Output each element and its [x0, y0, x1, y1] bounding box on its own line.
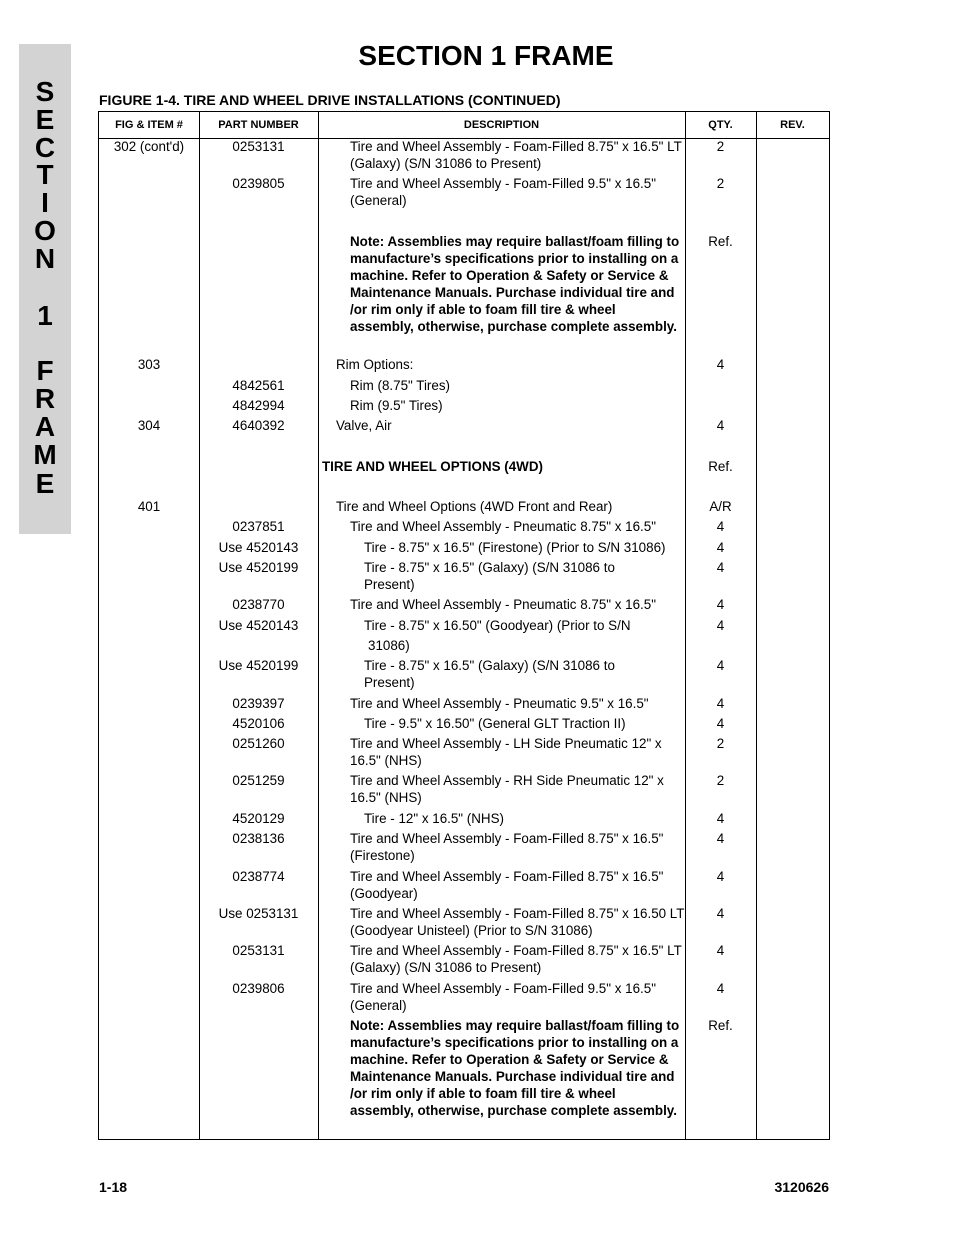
description-cell: Tire and Wheel Assembly - Foam-Filled 9.5" x 16.5" (General) [350, 176, 656, 208]
description-cell: Tire - 8.75" x 16.5" (Firestone) (Prior to S/N 31086) [364, 540, 666, 555]
description-cell: Tire and Wheel Assembly - Foam-Filled 8.75" x 16.5" LT (Galaxy) (S/N 31086 to Present) [350, 943, 682, 975]
note-cell: Note: Assemblies may require ballast/foam filling to manufacture’s specifications prior to installing on a machine. Refer to Operation & Safety or Service & Maintenance Manuals. Purchase individual tire and /or rim only if able to foam fill tire & wheel assembly, otherwise, purchase complete assembly. [350, 234, 680, 334]
qty-cell: 4 [716, 519, 725, 534]
description-cell: Rim Options: [336, 357, 414, 372]
part-number-cell: 0253131 [232, 139, 285, 154]
part-number-cell: 0237851 [232, 519, 285, 534]
qty-cell: 4 [716, 906, 725, 921]
document-number: 3120626 [774, 1179, 829, 1195]
qty-cell: 2 [716, 176, 725, 191]
part-number-cell: Use 4520143 [218, 540, 299, 555]
qty-cell: 4 [716, 981, 725, 996]
part-number-cell: 0238136 [232, 831, 285, 846]
description-cell: Tire and Wheel Assembly - LH Side Pneumatic 12" x 16.5" (NHS) [350, 736, 662, 768]
description-cell: Rim (8.75" Tires) [350, 378, 450, 393]
description-cell: Tire and Wheel Options (4WD Front and Rear) [336, 499, 613, 514]
page-title: SECTION 1 FRAME [358, 40, 614, 71]
side-tab-letter: M [33, 439, 57, 470]
description-cell: Tire and Wheel Assembly - Foam-Filled 8.75" x 16.50 LT (Goodyear Unisteel) (Prior to S/N 31086) [350, 906, 685, 938]
qty-cell: 4 [716, 696, 725, 711]
qty-cell: A/R [709, 499, 732, 514]
side-tab-letter: E [35, 104, 55, 135]
side-tab-letter: O [34, 215, 56, 246]
part-number-cell: Use 4520199 [218, 658, 299, 673]
description-cell: Tire and Wheel Assembly - Foam-Filled 8.75" x 16.5" (Firestone) [350, 831, 664, 863]
side-tab-letter: E [35, 468, 55, 499]
side-tab-letter: T [36, 159, 54, 190]
qty-cell: 4 [716, 540, 725, 555]
side-tab-letter: A [34, 411, 56, 442]
part-number-cell: 4842561 [232, 378, 285, 393]
description-cell: Tire - 8.75" x 16.5" (Galaxy) (S/N 31086 to Present) [364, 560, 615, 592]
description-cell: Tire and Wheel Assembly - Pneumatic 8.75" x 16.5" [350, 519, 656, 534]
header-part-number: PART NUMBER [218, 119, 299, 131]
side-tab-letter: R [34, 383, 56, 414]
description-cell: Valve, Air [336, 418, 392, 433]
qty-cell: 4 [716, 943, 725, 958]
part-number-cell: 0238774 [232, 869, 285, 884]
qty-cell: 2 [716, 773, 725, 788]
fig-item-cell: 302 (cont'd) [113, 139, 185, 154]
part-number-cell: Use 4520199 [218, 560, 299, 575]
side-tab-letter: I [41, 187, 49, 218]
description-cell: Tire - 9.5" x 16.50" (General GLT Traction II) [364, 716, 626, 731]
qty-cell: 2 [716, 736, 725, 751]
description-cell: Tire and Wheel Assembly - RH Side Pneumatic 12" x 16.5" (NHS) [350, 773, 664, 805]
fig-item-cell: 304 [137, 418, 161, 433]
section-heading-cell: TIRE AND WHEEL OPTIONS (4WD) [322, 459, 543, 474]
part-number-cell: 0238770 [232, 597, 285, 612]
part-number-cell: 0251259 [232, 773, 285, 788]
page-number: 1-18 [99, 1179, 128, 1195]
part-number-cell: 0251260 [232, 736, 285, 751]
description-cell: Tire - 8.75" x 16.5" (Galaxy) (S/N 31086 to Present) [364, 658, 615, 690]
side-tab-letter: 1 [37, 300, 53, 331]
fig-item-cell: 303 [137, 357, 161, 372]
qty-cell: 2 [716, 139, 725, 154]
part-number-cell: 0253131 [232, 943, 285, 958]
qty-cell: 4 [716, 658, 725, 673]
qty-cell: Ref. [708, 234, 733, 249]
side-tab-letter: C [34, 132, 56, 163]
qty-cell: 4 [716, 560, 725, 575]
part-number-cell: 0239806 [232, 981, 285, 996]
figure-title: FIGURE 1-4. TIRE AND WHEEL DRIVE INSTALLATIONS (CONTINUED) [99, 92, 561, 108]
part-number-cell: Use 4520143 [218, 618, 299, 633]
description-cell: Rim (9.5" Tires) [350, 398, 443, 413]
part-number-cell: 0239397 [232, 696, 285, 711]
description-cell: Tire and Wheel Assembly - Foam-Filled 8.75" x 16.5" (Goodyear) [350, 869, 664, 901]
column-divider [318, 112, 319, 1139]
qty-cell: Ref. [708, 1018, 733, 1033]
table-header-row [99, 112, 829, 139]
qty-cell: 4 [716, 597, 725, 612]
side-tab-letter: F [36, 355, 54, 386]
parts-table [98, 111, 830, 1140]
fig-item-cell: 401 [137, 499, 161, 514]
description-cell: Tire - 8.75" x 16.50" (Goodyear) (Prior to S/N [364, 618, 631, 633]
part-number-cell: 4842994 [232, 398, 285, 413]
qty-cell: 4 [716, 618, 725, 633]
description-cell: Tire and Wheel Assembly - Foam-Filled 8.75" x 16.5" LT (Galaxy) (S/N 31086 to Present) [350, 139, 682, 171]
side-tab-letter: S [35, 76, 55, 107]
part-number-cell: Use 0253131 [218, 906, 299, 921]
header-fig-item: FIG & ITEM # [115, 119, 183, 131]
qty-cell: 4 [716, 357, 725, 372]
header-description: DESCRIPTION [463, 119, 540, 131]
column-divider [756, 112, 757, 1139]
qty-cell: 4 [716, 811, 725, 826]
section-side-tab [19, 44, 71, 534]
description-cell: Tire and Wheel Assembly - Foam-Filled 9.5" x 16.5" (General) [350, 981, 656, 1013]
part-number-cell: 4520106 [232, 716, 285, 731]
note-cell: Note: Assemblies may require ballast/foam filling to manufacture’s specifications prior to installing on a machine. Refer to Operation & Safety or Service & Maintenance Manuals. Purchase individual tire and /or rim only if able to foam fill tire & wheel assembly, otherwise, purchase complete assembly. [350, 1018, 680, 1118]
qty-cell: 4 [716, 418, 725, 433]
qty-cell: Ref. [708, 459, 733, 474]
qty-cell: 4 [716, 869, 725, 884]
qty-cell: 4 [716, 831, 725, 846]
description-cell: Tire and Wheel Assembly - Pneumatic 8.75" x 16.5" [350, 597, 656, 612]
header-qty: QTY. [708, 119, 733, 131]
qty-cell: 4 [716, 716, 725, 731]
part-number-cell: 0239805 [232, 176, 285, 191]
header-rev: REV. [780, 119, 805, 131]
side-tab-letter: N [34, 243, 56, 274]
part-number-cell: 4640392 [232, 418, 285, 433]
description-cell: Tire - 12" x 16.5" (NHS) [364, 811, 504, 826]
description-cell: 31086) [368, 638, 410, 653]
description-cell: Tire and Wheel Assembly - Pneumatic 9.5" x 16.5" [350, 696, 649, 711]
part-number-cell: 4520129 [232, 811, 285, 826]
